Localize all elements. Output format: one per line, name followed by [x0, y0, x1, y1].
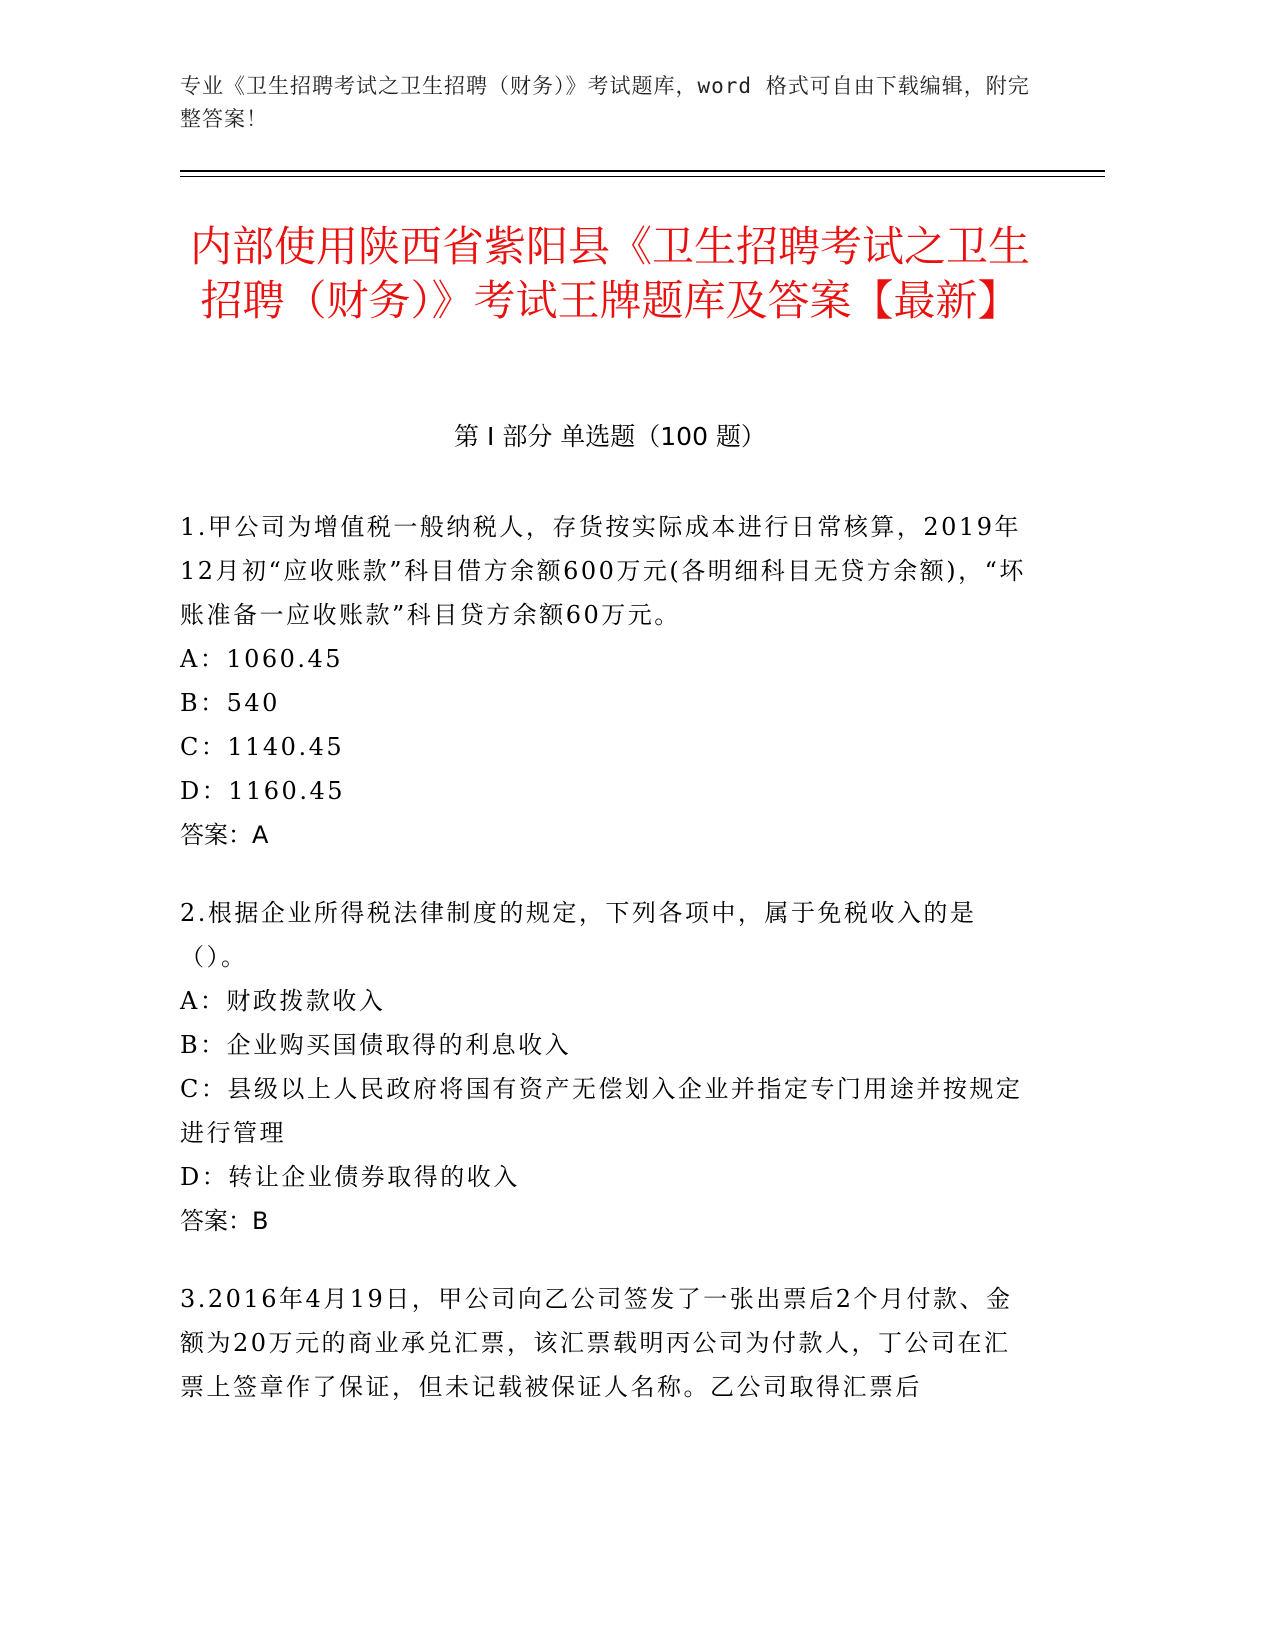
question-list [180, 505, 1030, 1443]
option-d: D：转让企业债券取得的收入 [180, 1163, 520, 1191]
question-1 [180, 505, 1030, 857]
question-2 [180, 891, 1030, 1243]
header-divider-thick [180, 170, 1105, 172]
option-a: A：财政拨款收入 [180, 987, 386, 1015]
option-a: A：1060.45 [180, 645, 344, 673]
question-stem: 1.甲公司为增值税一般纳税人，存货按实际成本进行日常核算，2019年12月初“应收账款”科目借方余额600万元(各明细科目无贷方余额)，“坏账准备一应收账款”科目贷方余额60万元。 [180, 513, 1026, 629]
option-c: C：1140.45 [180, 733, 345, 761]
option-b: B：540 [180, 689, 280, 717]
header-divider-thin [180, 176, 1105, 177]
document-title: 内部使用陕西省紫阳县《卫生招聘考试之卫生招聘（财务）》考试王牌题库及答案【最新】 [189, 222, 1030, 325]
option-d: D：1160.45 [180, 777, 345, 805]
option-b: B：企业购买国债取得的利息收入 [180, 1031, 572, 1059]
header-note: 专业《卫生招聘考试之卫生招聘（财务）》考试题库，word 格式可自由下载编辑，附完整答案！ [180, 74, 1030, 131]
answer-line: 答案：B [180, 1207, 269, 1235]
question-stem: 3.2016年4月19日，甲公司向乙公司签发了一张出票后2个月付款、金额为20万元的商业承兑汇票，该汇票载明丙公司为付款人，丁公司在汇票上签章作了保证，但未记载被保证人名称。乙公司取得汇票后 [180, 1285, 1013, 1401]
section-title: 第 I 部分 单选题（100 题） [454, 422, 766, 451]
question-3 [180, 1277, 1030, 1409]
question-stem: 2.根据企业所得税法律制度的规定，下列各项中，属于免税收入的是（）。 [180, 899, 977, 971]
option-c: C：县级以上人民政府将国有资产无偿划入企业并指定专门用途并按规定进行管理 [180, 1075, 1023, 1147]
answer-line: 答案：A [180, 821, 269, 849]
